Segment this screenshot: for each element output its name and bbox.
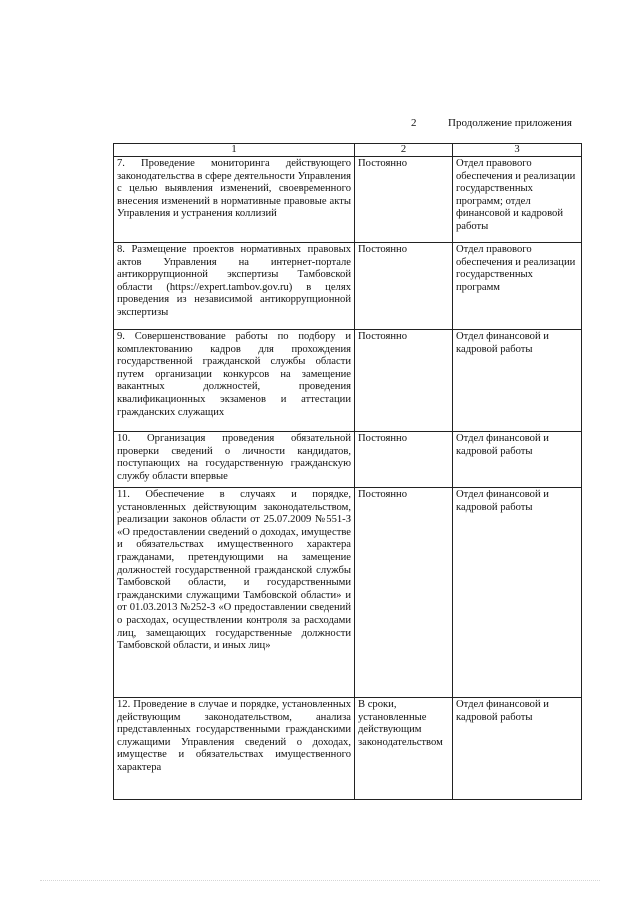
- measure-cell: 7. Проведение мониторинга действующего законодательства в сфере деятельности Управления с целью выявления изменений, своевременного внесения изменений в нормативные правовые акты Управления и устранения коллизий: [114, 157, 355, 243]
- measure-cell: 8. Размещение проектов нормативных правовых актов Управления на интернет-портале антикоррупционной экспертизы Тамбовской области (https://expert.tambov.gov.ru) в целях проведения из независимой антикоррупционной экспертизы: [114, 243, 355, 330]
- measure-cell: 10. Организация проведения обязательной проверки сведений о личности кандидатов, поступающих на государственную гражданскую службу области впервые: [114, 432, 355, 488]
- measures-table: [113, 143, 582, 800]
- column-header-1: 1: [114, 144, 355, 157]
- responsible-cell: Отдел правового обеспечения и реализации государственных программ: [453, 243, 582, 330]
- table-row: [114, 330, 582, 432]
- table-row: [114, 698, 582, 800]
- table-row: [114, 243, 582, 330]
- term-cell: В сроки, установленные действующим законодательством: [355, 698, 453, 800]
- column-header-2: 2: [355, 144, 453, 157]
- page-header: [0, 117, 640, 133]
- term-cell: Постоянно: [355, 243, 453, 330]
- responsible-cell: Отдел правового обеспечения и реализации государственных программ; отдел финансовой и кадровой работы: [453, 157, 582, 243]
- column-header-3: 3: [453, 144, 582, 157]
- measure-cell: 11. Обеспечение в случаях и порядке, установленных действующим законодательством, реализации законов области от 25.07.2009 №551-З «О предоставлении сведений о доходах, имуществе и обязательствах имущественного характера гражданами, претендующими на замещение должностей государственной гражданской службы Тамбовской области, и государственными гражданскими служащими Тамбовской области» и от 01.03.2013 №252-З «О предоставлении сведений о расходах, осуществлении контроля за расходами лиц, замещающих государственные должности Тамбовской области, и иных лиц»: [114, 488, 355, 698]
- responsible-cell: Отдел финансовой и кадровой работы: [453, 488, 582, 698]
- continuation-label: Продолжение приложения: [448, 117, 572, 129]
- responsible-cell: Отдел финансовой и кадровой работы: [453, 330, 582, 432]
- scan-artifact-divider: [40, 880, 600, 883]
- responsible-cell: Отдел финансовой и кадровой работы: [453, 698, 582, 800]
- term-cell: Постоянно: [355, 488, 453, 698]
- responsible-cell: Отдел финансовой и кадровой работы: [453, 432, 582, 488]
- table-row: [114, 488, 582, 698]
- term-cell: Постоянно: [355, 432, 453, 488]
- measure-cell: 9. Совершенствование работы по подбору и комплектованию кадров для прохождения государственной гражданской службы области путем организации конкурсов на замещение вакантных должностей, проведения квалификационных экзаменов и аттестации гражданских служащих: [114, 330, 355, 432]
- term-cell: Постоянно: [355, 157, 453, 243]
- table-row: [114, 432, 582, 488]
- table-row: [114, 157, 582, 243]
- page-number: 2: [411, 117, 417, 129]
- term-cell: Постоянно: [355, 330, 453, 432]
- table-header-row: [114, 144, 582, 157]
- measure-cell: 12. Проведение в случае и порядке, установленных действующим законодательством, анализа представленных государственными гражданскими служащими Управления сведений о доходах, имуществе и обязательствах имущественного характера: [114, 698, 355, 800]
